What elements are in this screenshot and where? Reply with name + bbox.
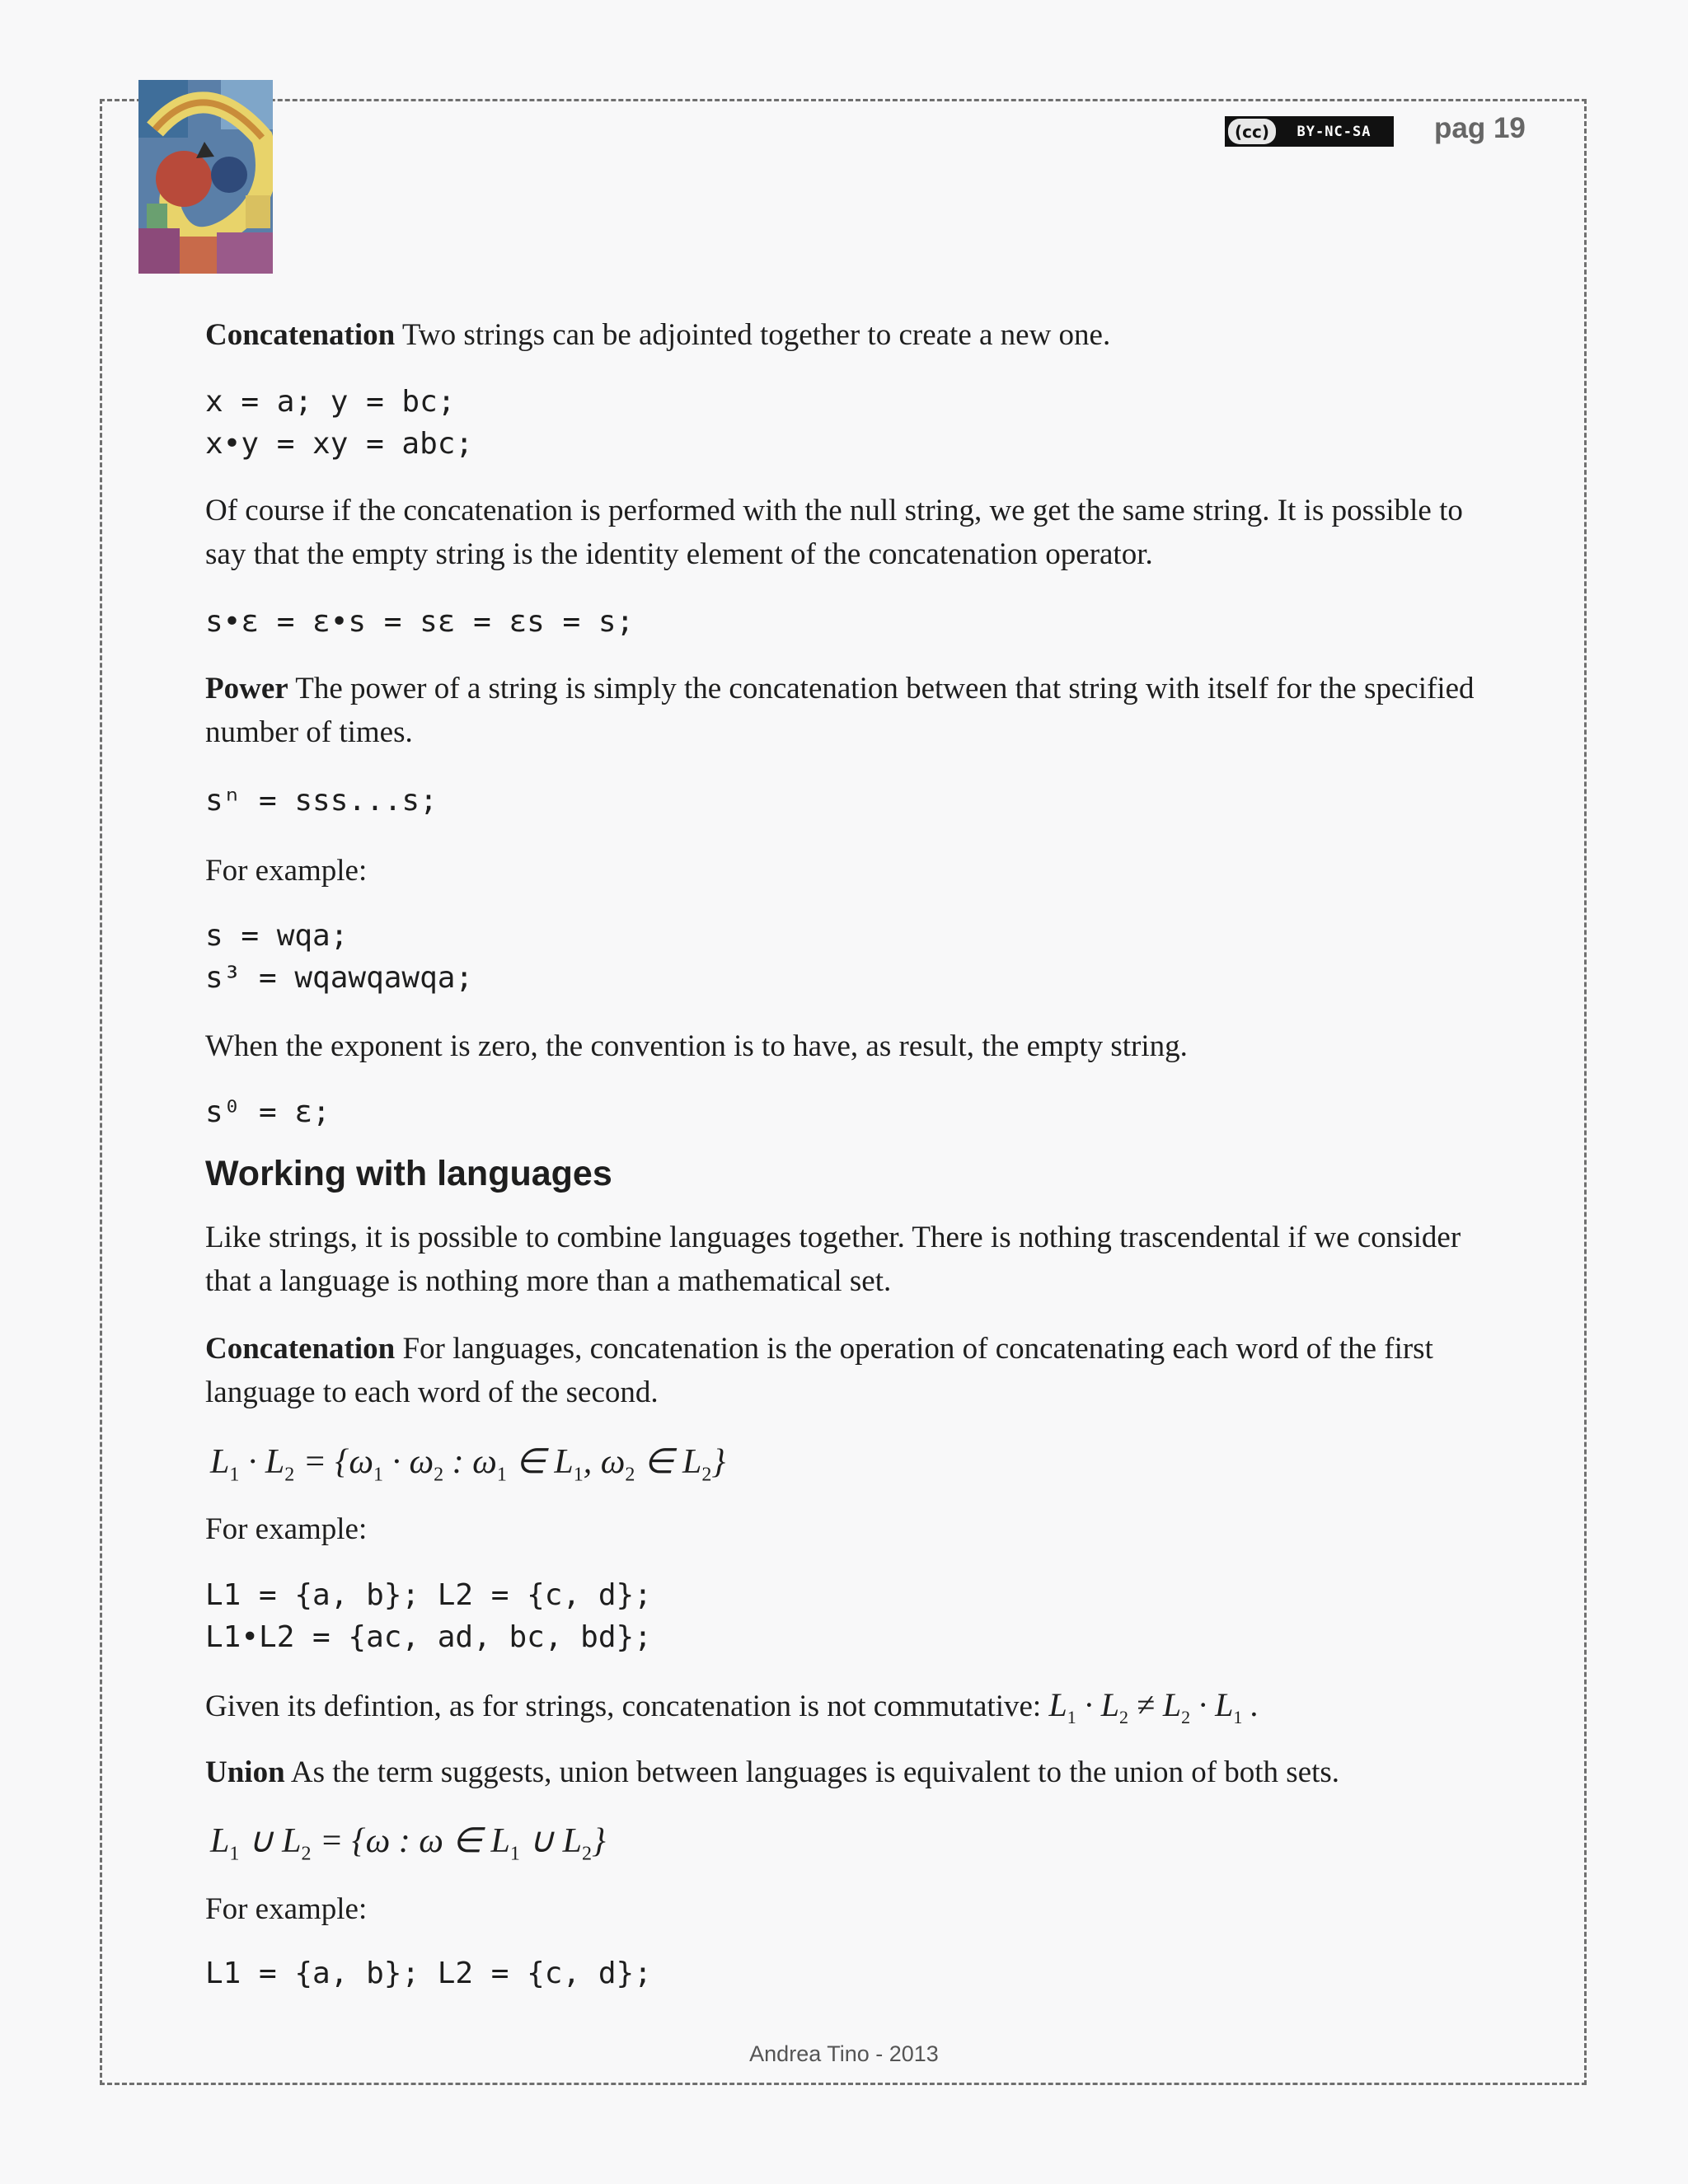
paragraph-text: The power of a string is simply the concatenation between that string with itself for the specified number of times. bbox=[205, 672, 1475, 749]
term-power: Power bbox=[205, 672, 288, 705]
term-union: Union bbox=[205, 1755, 285, 1789]
paragraph-union bbox=[205, 1750, 1491, 1794]
paragraph-for-example: For example: bbox=[205, 1892, 368, 1926]
paragraph-for-example: For example: bbox=[205, 1512, 368, 1546]
page-number: pag 19 bbox=[1434, 112, 1526, 144]
term-concatenation: Concatenation bbox=[205, 1332, 396, 1366]
paragraph-text: Given its defintion, as for strings, concatenation is not commutative: bbox=[205, 1690, 1042, 1723]
code-block: L1 = {a, b}; L2 = {c, d}; L1•L2 = {ac, ad, bc, bd}; bbox=[205, 1578, 652, 1654]
code-block: sⁿ = sss...s; bbox=[205, 784, 438, 818]
code-block: x = a; y = bc; x•y = xy = abc; bbox=[205, 385, 474, 461]
book-cover-thumbnail bbox=[138, 80, 273, 274]
paragraph-not-commutative bbox=[205, 1683, 1491, 1739]
creative-commons-icon: (cc) bbox=[1228, 119, 1276, 144]
term-concatenation: Concatenation bbox=[205, 318, 396, 352]
paragraph-text: Two strings can be adjointed together to create a new one. bbox=[401, 318, 1111, 352]
paragraph-for-example: For example: bbox=[205, 854, 368, 888]
paragraph-power bbox=[205, 667, 1491, 754]
paragraph-concatenation bbox=[205, 313, 1491, 357]
paragraph-text: For languages, concatenation is the operation of concatenating each word of the first language to each word of the second. bbox=[205, 1332, 1433, 1409]
paragraph-language-concatenation bbox=[205, 1327, 1491, 1414]
paragraph-text: As the term suggests, union between languages is equivalent to the union of both sets. bbox=[290, 1755, 1340, 1789]
code-block: s = wqa; s³ = wqawqawqa; bbox=[205, 919, 474, 995]
union-formula: $L_1$ ∪ $L_2 = \{\omega$ : ω ∈ $L_1$ ∪ $L_2$} bbox=[210, 1822, 606, 1865]
concatenation-formula: $L_1 \cdot L_2 = \{\omega_1 \cdot \omega_2$ : $\omega_1$ ∈ $L_1$, $\omega_2$ ∈ $L_2$} bbox=[210, 1443, 726, 1486]
footer-author: Andrea Tino - 2013 bbox=[749, 2041, 939, 2066]
code-block: s•ε = ε•s = sε = εs = s; bbox=[205, 605, 635, 639]
code-block: s⁰ = ε; bbox=[205, 1095, 331, 1129]
paragraph-zero-exponent: When the exponent is zero, the convention is to have, as result, the empty string. bbox=[205, 1029, 1188, 1063]
code-block: L1 = {a, b}; L2 = {c, d}; bbox=[205, 1957, 652, 1990]
paragraph-null-string: Of course if the concatenation is performed with the null string, we get the same string. It is possible to say that the empty string is the identity element of the concatenation operator. bbox=[205, 494, 1463, 571]
paragraph-languages-intro: Like strings, it is possible to combine languages together. There is nothing trascendental if we consider that a language is nothing more than a mathematical set. bbox=[205, 1221, 1461, 1298]
section-heading: Working with languages bbox=[205, 1154, 612, 1193]
license-badge bbox=[1225, 116, 1394, 147]
inline-formula-noncommutative: $L_1 \cdot L_2 \ne L_2 \cdot L_1$ . bbox=[1048, 1686, 1259, 1727]
license-label: BY-NC-SA bbox=[1296, 123, 1372, 140]
